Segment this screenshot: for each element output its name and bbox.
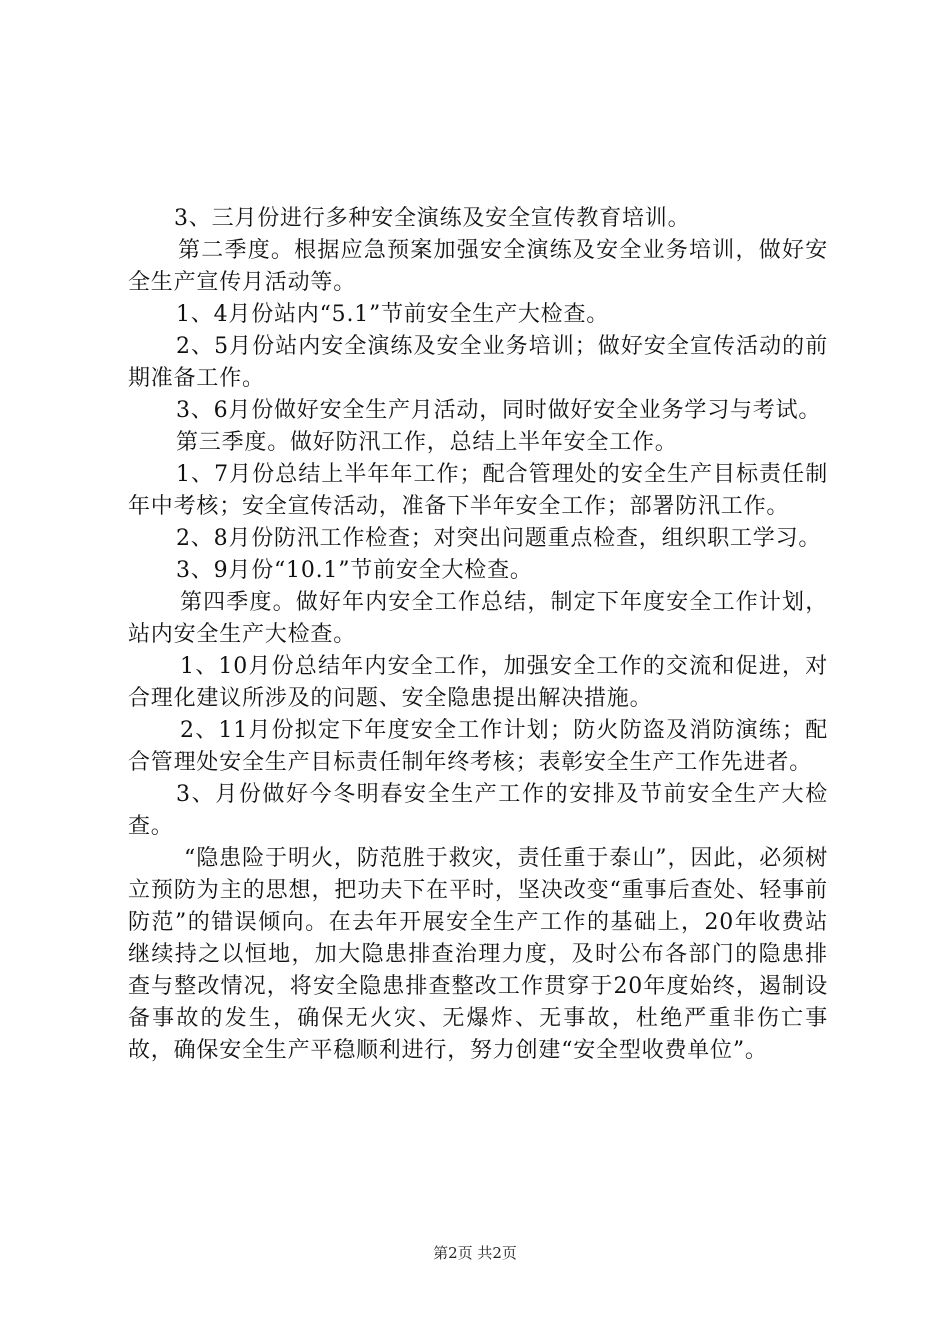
paragraph-may-training: 2、5月份站内安全演练及安全业务培训；做好安全宣传活动的前期准备工作。 <box>128 334 828 391</box>
paragraph-winter-spring: 3、月份做好今冬明春安全生产工作的安排及节前安全生产大检查。 <box>128 782 828 839</box>
paragraph-march-drills: 3、三月份进行多种安全演练及安全宣传教育培训。 <box>174 206 691 231</box>
paragraph-october-summary: 1、10月份总结年内安全工作，加强安全工作的交流和促进，对合理化建议所涉及的问题、安全隐患提出解决措施。 <box>128 654 828 711</box>
paragraph-july-summary: 1、7月份总结上半年年工作；配合管理处的安全生产目标责任制年中考核；安全宣传活动，准备下半年安全工作；部署防汛工作。 <box>128 462 828 519</box>
paragraph-q4-heading: 第四季度。做好年内安全工作总结，制定下年度安全工作计划，站内安全生产大检查。 <box>128 590 828 647</box>
paragraph-august-flood-check: 2、8月份防汛工作检查；对突出问题重点检查，组织职工学习。 <box>176 526 822 551</box>
paragraph-q3-heading: 第三季度。做好防汛工作，总结上半年安全工作。 <box>176 430 678 455</box>
paragraph-q2-heading: 第二季度。根据应急预案加强安全演练及安全业务培训，做好安全生产宣传月活动等。 <box>128 238 828 295</box>
paragraph-november-plan: 2、11月份拟定下年度安全工作计划；防火防盗及消防演练；配合管理处安全生产目标责任制年终考核；表彰安全生产工作先进者。 <box>128 718 828 775</box>
page-footer: 第2页 共2页 <box>433 1244 517 1262</box>
paragraph-june-safety-month: 3、6月份做好安全生产月活动，同时做好安全业务学习与考试。 <box>176 398 822 423</box>
paragraph-closing: “隐患险于明火，防范胜于救灾，责任重于泰山”，因此，必须树立预防为主的思想，把功夫下在平时，坚决改变“重事后查处、轻事前防范”的错误倾向。在去年开展安全生产工作的基础上，20年收费站继续持之以恒地，加大隐患排查治理力度，及时公布各部门的隐患排查与整改情况，将安全隐患排查整改工作贯穿于20年度始终，遏制设备事故的发生，确保无火灾、无爆炸、无事故，杜绝严重非伤亡事故，确保安全生产平稳顺利进行，努力创建“安全型收费单位”。 <box>128 846 828 1063</box>
document-body <box>128 203 828 1067</box>
paragraph-september-inspection: 3、9月份“10.1”节前安全大检查。 <box>176 558 533 583</box>
paragraph-april-inspection: 1、4月份站内“5.1”节前安全生产大检查。 <box>176 302 610 327</box>
